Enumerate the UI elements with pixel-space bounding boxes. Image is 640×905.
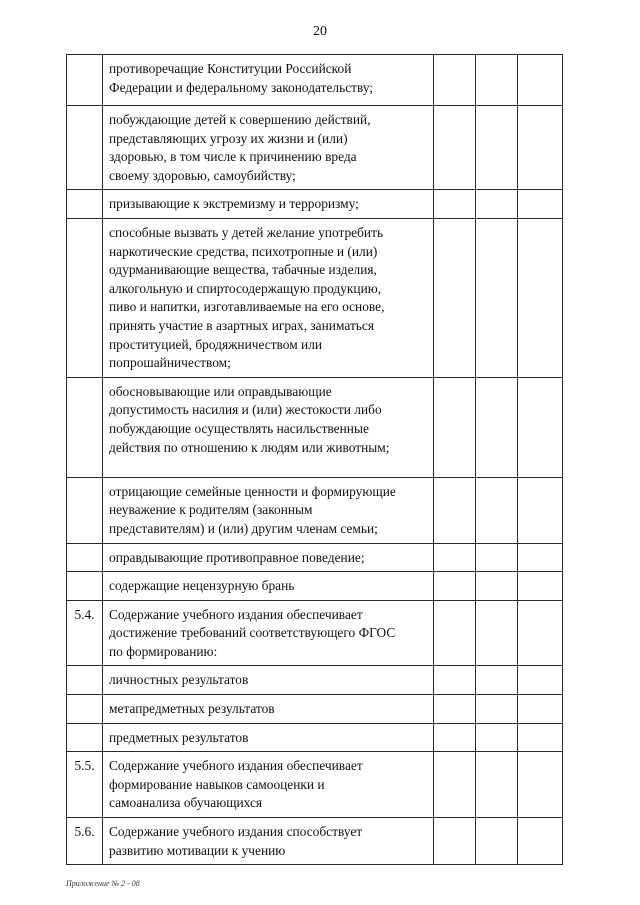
mark-cell-3 [518, 572, 563, 601]
mark-cell-2 [476, 218, 518, 377]
criterion-cell [103, 190, 434, 219]
mark-cell-2 [476, 695, 518, 724]
mark-cell-2 [476, 818, 518, 865]
criterion-cell [103, 695, 434, 724]
table-row [67, 218, 563, 377]
item-number [67, 190, 103, 219]
criterion-cell [103, 477, 434, 543]
table-row [67, 695, 563, 724]
mark-cell-3 [518, 723, 563, 752]
mark-cell-2 [476, 106, 518, 190]
item-number [67, 377, 103, 477]
criterion-cell [103, 723, 434, 752]
mark-cell-2 [476, 477, 518, 543]
criterion-cell [103, 600, 434, 666]
criterion-cell [103, 752, 434, 818]
criterion-text: призывающие к экстремизму и терроризму; [109, 196, 359, 212]
mark-cell-3 [518, 695, 563, 724]
page-number: 20 [313, 24, 327, 39]
table-row [67, 818, 563, 865]
mark-cell-1 [434, 818, 476, 865]
item-number: 5.5. [67, 752, 103, 818]
table-row [67, 106, 563, 190]
mark-cell-3 [518, 752, 563, 818]
mark-cell-3 [518, 543, 563, 572]
criterion-text: предметных результатов [109, 729, 249, 745]
mark-cell-2 [476, 600, 518, 666]
table-row [67, 600, 563, 666]
criterion-text: побуждающие детей к совершению действий, представляющих угрозу их жизни и (или) здоровью, в том числе к причинению вреда своему здоровью, самоубийству; [109, 112, 371, 183]
criterion-text: Содержание учебного издания способствует развитию мотивации к учению [109, 824, 363, 858]
criterion-cell [103, 818, 434, 865]
item-number: 5.6. [67, 818, 103, 865]
mark-cell-1 [434, 190, 476, 219]
mark-cell-1 [434, 106, 476, 190]
mark-cell-3 [518, 218, 563, 377]
mark-cell-2 [476, 666, 518, 695]
mark-cell-3 [518, 190, 563, 219]
mark-cell-2 [476, 55, 518, 106]
criterion-text: оправдывающие противоправное поведение; [109, 549, 365, 565]
item-number: 5.4. [67, 600, 103, 666]
table-row [67, 572, 563, 601]
mark-cell-2 [476, 190, 518, 219]
mark-cell-1 [434, 543, 476, 572]
criterion-text: содержащие нецензурную брань [109, 578, 295, 594]
item-number [67, 218, 103, 377]
mark-cell-3 [518, 106, 563, 190]
item-number [67, 723, 103, 752]
item-number [67, 477, 103, 543]
mark-cell-1 [434, 377, 476, 477]
criterion-cell [103, 377, 434, 477]
mark-cell-3 [518, 377, 563, 477]
criterion-text: обосновывающие или оправдывающие допустимость насилия и (или) жестокости либо побуждающие осуществлять насильственные действия по отношению к людям или животным; [109, 383, 390, 455]
criterion-text: Содержание учебного издания обеспечивает формирование навыков самооценки и самоанализа обучающихся [109, 758, 363, 811]
mark-cell-1 [434, 666, 476, 695]
criterion-cell [103, 572, 434, 601]
mark-cell-2 [476, 723, 518, 752]
table-row [67, 752, 563, 818]
criterion-text: противоречащие Конституции Российской Федерации и федеральному законодательству; [109, 61, 374, 95]
criterion-cell [103, 666, 434, 695]
mark-cell-2 [476, 572, 518, 601]
criterion-cell [103, 543, 434, 572]
footer-note: Приложение № 2 - 08 [66, 879, 140, 888]
item-number [67, 543, 103, 572]
mark-cell-2 [476, 377, 518, 477]
criterion-cell [103, 55, 434, 106]
mark-cell-2 [476, 752, 518, 818]
mark-cell-1 [434, 55, 476, 106]
criterion-cell [103, 218, 434, 377]
item-number [67, 695, 103, 724]
mark-cell-1 [434, 572, 476, 601]
table-row [67, 666, 563, 695]
table-row [67, 723, 563, 752]
mark-cell-3 [518, 818, 563, 865]
criterion-text: личностных результатов [109, 672, 249, 688]
criterion-text: отрицающие семейные ценности и формирующие неуважение к родителям (законным представителям) и (или) другим членам семьи; [109, 483, 396, 536]
item-number [67, 572, 103, 601]
criterion-cell [103, 106, 434, 190]
mark-cell-3 [518, 55, 563, 106]
table-row [67, 55, 563, 106]
table-row [67, 543, 563, 572]
mark-cell-1 [434, 723, 476, 752]
criterion-text: способные вызвать у детей желание употребить наркотические средства, психотропные и (или) одурманивающие вещества, табачные изделия, алкогольную и спиртосодержащую продукцию, пиво и напитки, изготавливаемые на его основе, принять участие в азартных играх, заниматься проституцией, бродяжничеством или попрошайничеством; [109, 224, 385, 371]
table-row [67, 477, 563, 543]
criteria-table [66, 54, 563, 865]
mark-cell-1 [434, 752, 476, 818]
mark-cell-1 [434, 477, 476, 543]
item-number [67, 106, 103, 190]
mark-cell-1 [434, 695, 476, 724]
criterion-text: метапредметных результатов [109, 701, 275, 717]
table-row [67, 377, 563, 477]
mark-cell-3 [518, 666, 563, 695]
mark-cell-3 [518, 600, 563, 666]
item-number [67, 55, 103, 106]
mark-cell-1 [434, 218, 476, 377]
mark-cell-3 [518, 477, 563, 543]
mark-cell-1 [434, 600, 476, 666]
criterion-text: Содержание учебного издания обеспечивает достижение требований соответствующего ФГОС по формированию: [109, 606, 396, 659]
item-number [67, 666, 103, 695]
mark-cell-2 [476, 543, 518, 572]
table-row [67, 190, 563, 219]
